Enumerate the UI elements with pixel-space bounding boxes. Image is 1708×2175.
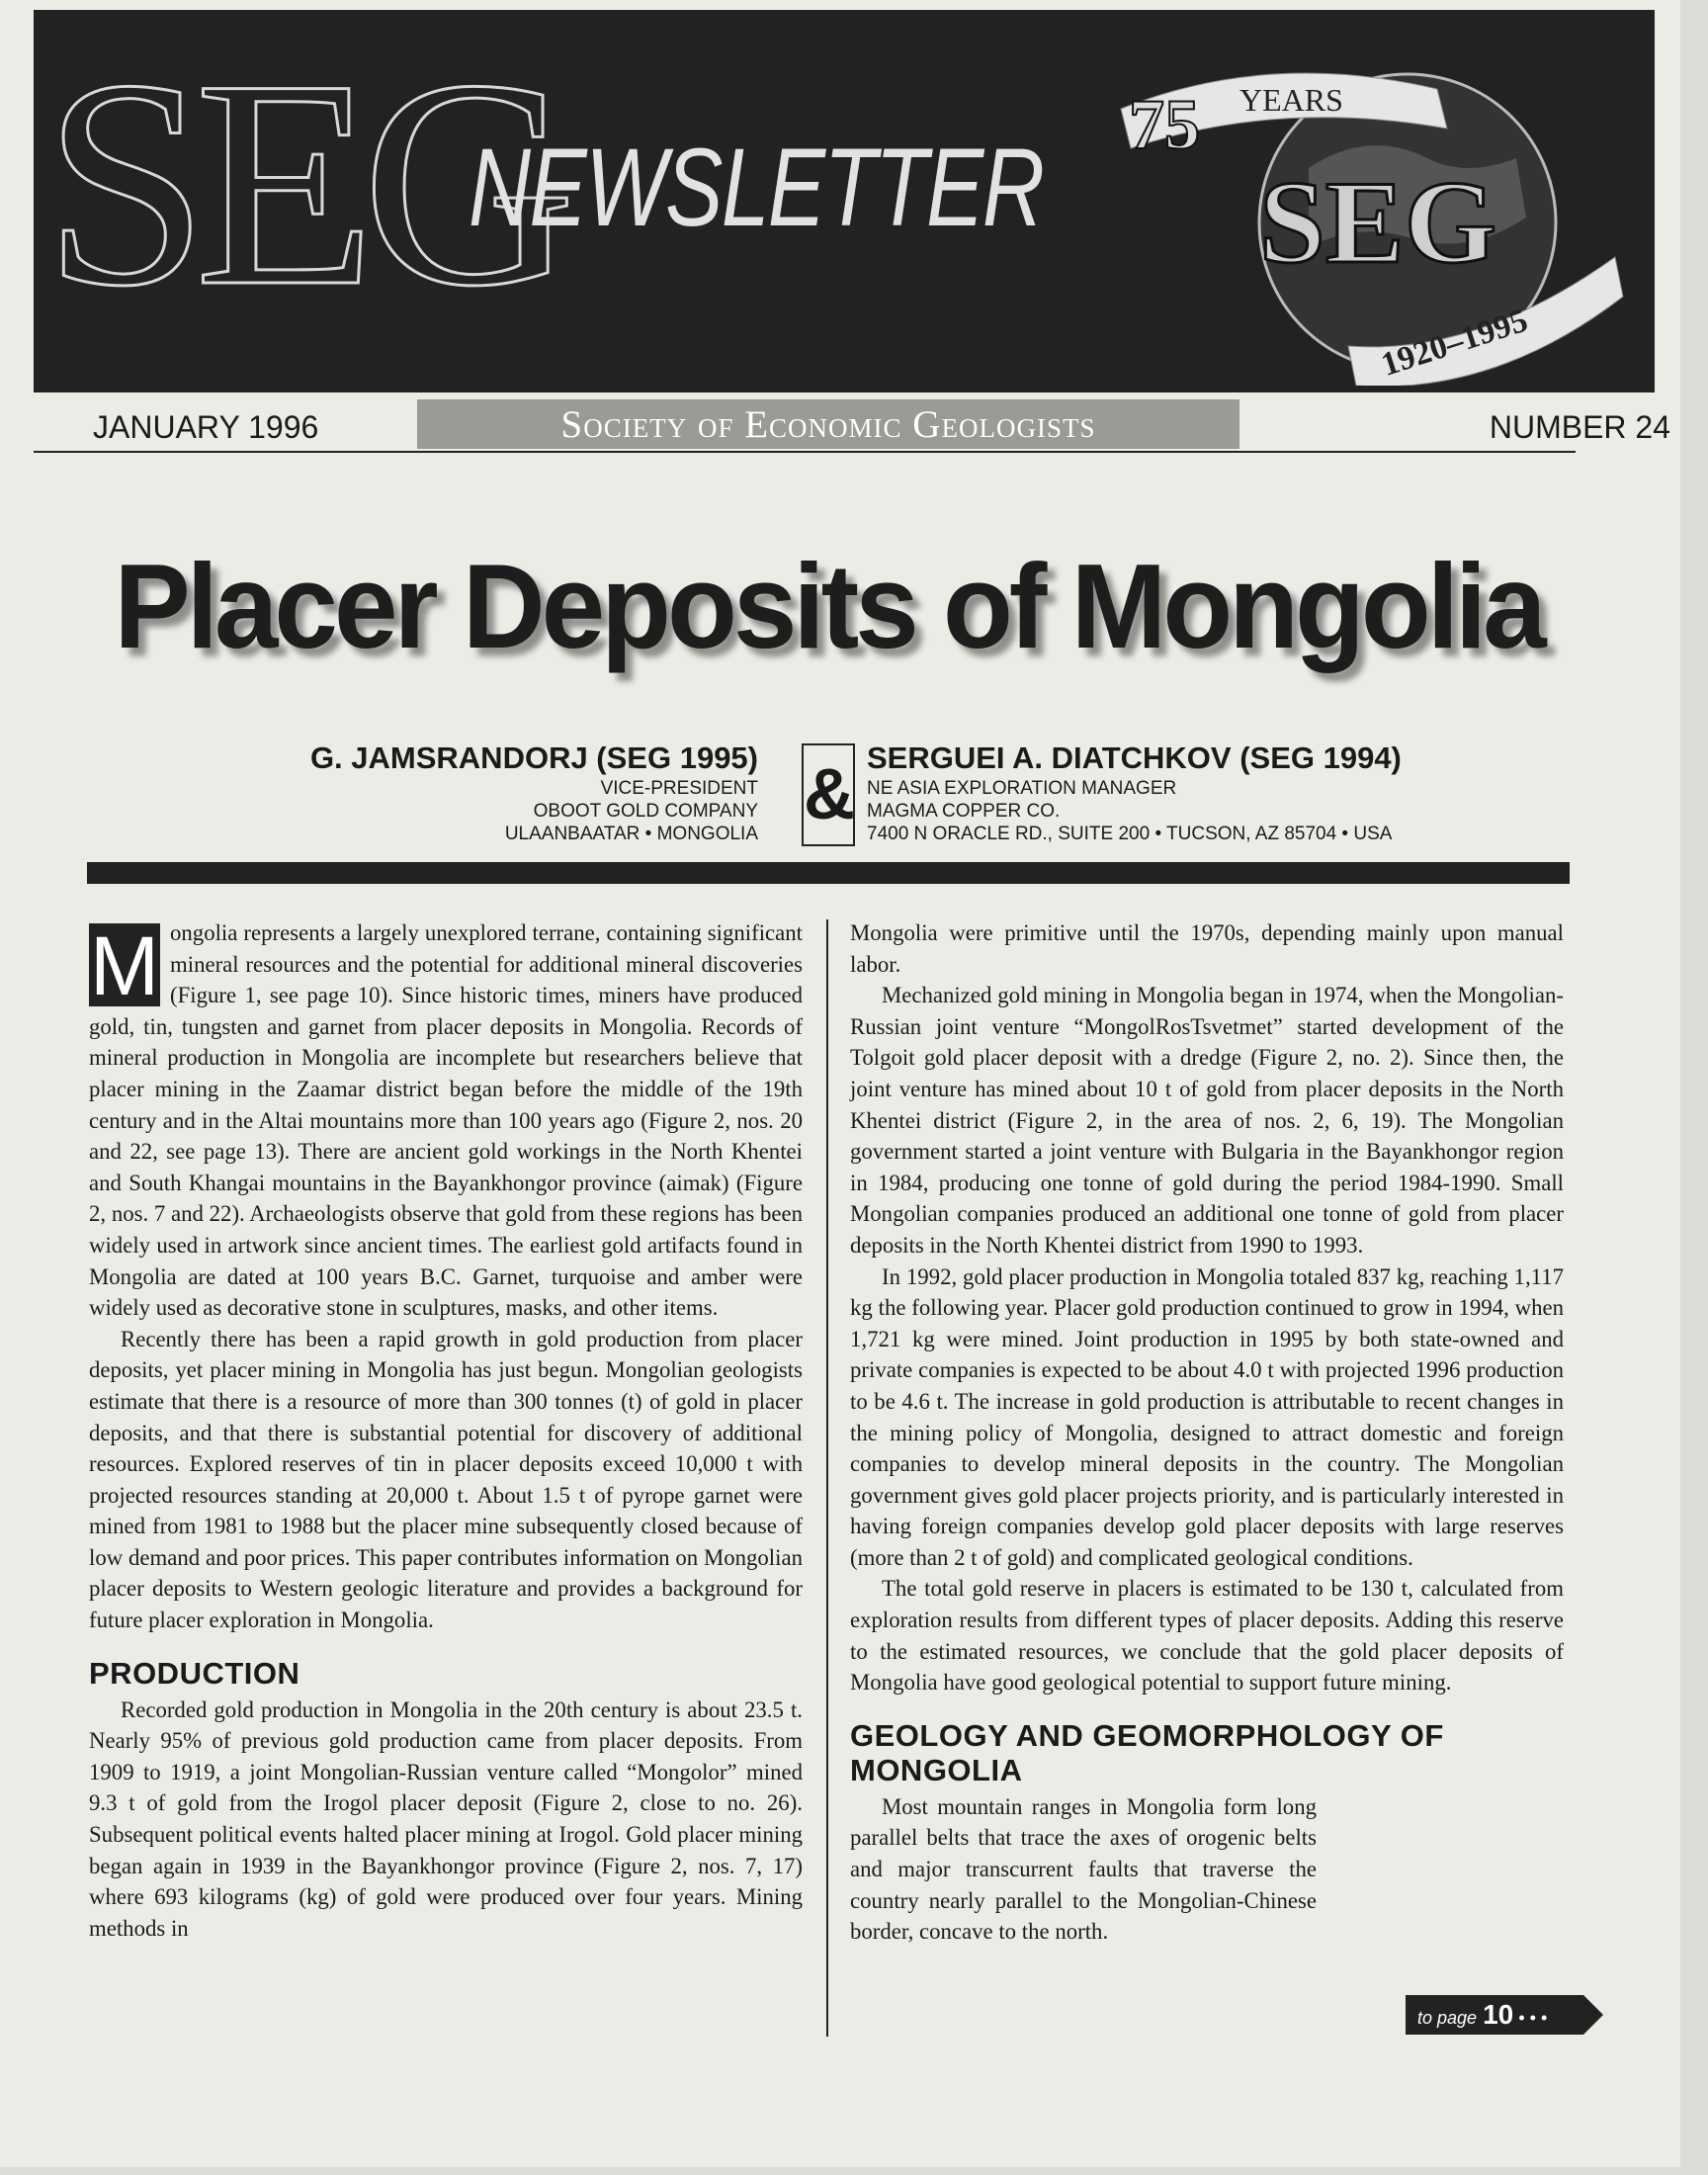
paragraph: In 1992, gold placer production in Mongolia totaled 837 kg, reaching 1,117 kg the following year. Placer gold production continued to grow in 1994, when 1,721 kg were mined. Joint production in 1995 by both state-owned and private companies is expected to be about 4.0 t with projected 1996 production to be 4.6 t. The increase in gold production is attributable to recent changes in the mining policy of Mongolia, designed to attract domestic and foreign companies to develop mineral deposits in the country. The Mongolian government gives gold placer projects priority, and is particularly interested in having foreign companies develop gold placer deposits with large reserves (more than 2 t of gold) and complicated geological conditions. xyxy=(850,1263,1564,1570)
author-left-company: OBOOT GOLD COMPANY xyxy=(533,801,758,822)
author-right-company: MAGMA COPPER CO. xyxy=(867,801,1061,822)
paragraph: Recently there has been a rapid growth in gold production from placer deposits, yet placer mining in Mongolia has just begun. Mongolian geologists estimate that there is a resource of more than 300 tonnes (t) of gold in placer deposits, and that there is substantial potential for discovery of additional resources. Explored reserves of tin in placer deposits exceed 10,000 t with projected resources standing at 20,000 t. About 1.5 t of pyrope garnet were mined from 1981 to 1988 but the placer mine subsequently closed because of low demand and poor prices. This paper contributes information on Mongolian placer deposits to Western geologic literature and provides a background for future placer exploration in Mongolia. xyxy=(89,1326,803,1633)
headline-rule xyxy=(87,862,1570,884)
continued-to-page-label: to page xyxy=(1417,2008,1478,2028)
issue-date: JANUARY 1996 xyxy=(93,409,319,445)
anniversary-years-number: 75 xyxy=(1129,85,1200,164)
drop-cap: M xyxy=(90,919,159,1012)
author-left-location: ULAANBAATAR • MONGOLIA xyxy=(504,824,758,844)
dateline xyxy=(34,395,1670,453)
intro-paragraph xyxy=(89,917,803,1324)
column-divider xyxy=(826,919,828,2037)
author-right-name: SERGUEI A. DIATCHKOV (SEG 1994) xyxy=(867,740,1402,775)
author-right-title: NE ASIA EXPLORATION MANAGER xyxy=(867,778,1177,799)
author-left-title: VICE-PRESIDENT xyxy=(600,778,758,799)
paragraph: The total gold reserve in placers is estimated to be 130 t, calculated from exploration results from different types of placer deposits. Adding this reserve to the estimated resources, we conclude that the gold placer deposits of Mongolia have good geological potential to support future mining. xyxy=(850,1576,1564,1696)
anniversary-years-label: YEARS xyxy=(1239,82,1343,118)
seg-logo: SEG xyxy=(43,19,562,347)
author-left xyxy=(310,740,758,845)
anniversary-range: 1920–1995 xyxy=(1377,302,1532,385)
article-column-left xyxy=(89,917,803,1944)
anniversary-emblem xyxy=(1111,49,1625,386)
newsletter-title: NEWSLETTER xyxy=(469,126,1044,249)
anniversary-seg-logo: SEG xyxy=(1259,156,1497,288)
author-left-name: G. JAMSRANDORJ (SEG 1995) xyxy=(309,740,758,775)
continued-label xyxy=(1417,1995,1547,2038)
continued-dots: • • • xyxy=(1518,2008,1548,2028)
section-heading-geology: GEOLOGY AND GEOMORPHOLOGY OF MONGOLIA xyxy=(850,1717,1444,1787)
paragraph-continued: Mongolia were primitive until the 1970s, depending mainly upon manual labor. xyxy=(850,920,1564,977)
article-headline: Placer Deposits of Mongolia xyxy=(114,538,1543,674)
paragraph: Most mountain ranges in Mongolia form long parallel belts that trace the axes of orogenic belts and major transcurrent faults that traverse the country nearly parallel to the Mongolian-Chinese border, concave to the north. xyxy=(850,1793,1317,1945)
author-right xyxy=(867,740,1402,845)
masthead xyxy=(34,10,1655,392)
continued-page-number: 10 xyxy=(1483,1999,1514,2030)
issue-number: NUMBER 24 xyxy=(1489,409,1670,445)
article-column-right xyxy=(850,917,1564,1948)
author-right-address: 7400 N ORACLE RD., SUITE 200 • TUCSON, AZ 85704 • USA xyxy=(867,824,1393,844)
society-name: Society of Economic Geologists xyxy=(417,399,1239,449)
section-heading-production: PRODUCTION xyxy=(89,1655,300,1691)
paragraph: Recorded gold production in Mongolia in the 20th century is about 23.5 t. Nearly 95% of previous gold production came from placer deposits. From 1909 to 1919, a joint Mongolian-Russian venture called “Mongolor” mined 9.3 t of gold from the Irogol placer deposit (Figure 2, close to no. 26). Subsequent political events halted placer mining at Irogol. Gold placer mining began again in 1939 in the Bayankhongor province (Figure 2, nos. 7, 17) where 693 kilograms (kg) of gold were produced over four years. Mining methods in xyxy=(89,1696,803,1941)
intro-text: ongolia represents a largely unexplored terrane, containing significant mineral resources and the potential for additional mineral discoveries (Figure 1, see page 10). Since historic times, miners have produced gold, tin, tungsten and garnet from placer deposits in Mongolia. Records of mineral production in Mongolia are incomplete but researchers believe that placer mining in the Zaamar district began before the middle of the 19th century and in the Altai mountains more than 100 years ago (Figure 2, nos. 20 and 22, see page 13). There are ancient gold workings in the North Khentei and South Khangai mountains in the Bayankhongor province (aimak) (Figure 2, nos. 7 and 22). Archaeologists observe that gold from these regions has been widely used in artwork since ancient times. The earliest gold artifacts found in Mongolia are dated at 100 years B.C. Garnet, turquoise and amber were widely used as decorative stone in sculptures, masks, and other items. xyxy=(89,920,803,1321)
continued-on-page-link[interactable] xyxy=(1406,1995,1603,2035)
author-ampersand: & xyxy=(802,743,855,846)
paragraph: Mechanized gold mining in Mongolia began in 1974, when the Mongolian-Russian joint venture “MongolRosTsvetmet” started development of the Tolgoit gold placer deposit with a dredge (Figure 2, no. 2). Since then, the joint venture has mined about 10 t of gold from placer deposits in the North Khentei district (Figure 2, in the area of nos. 2, 6, 19). The Mongolian government started a joint venture with Bulgaria in the Bayankhongor region in 1984, producing one tonne of gold during the period 1984-1990. Small Mongolian companies produced an additional one tonne of gold from placer deposits in the North Khentei district from 1990 to 1993. xyxy=(850,983,1564,1258)
